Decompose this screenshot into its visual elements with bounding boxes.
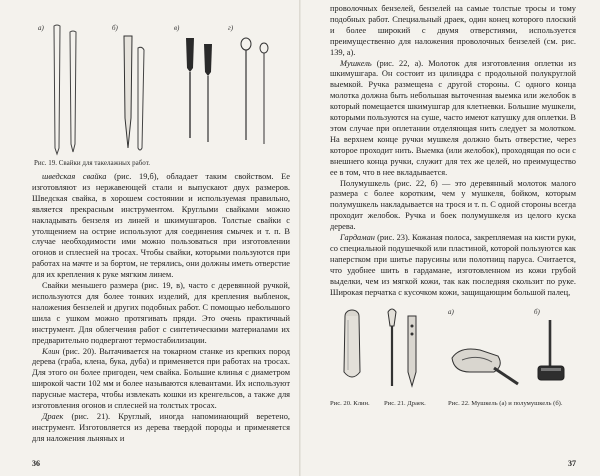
fig19-illustration — [32, 8, 282, 156]
left-paragraph-2-text: Свайки меньшего размера (рис. 19, в), часто с деревянной ручкой, используются для более тонких изделий, для крепления выбленок, наложения бензелей и других подобных работ. С помощью небольшого шила с ушком можно протягивать пряди. Это очень практичный инструмент. Для облегчения работ с синтетическими материалами их предварительно подвергают термостабилизации. — [32, 281, 290, 345]
mallet-b-illustration — [534, 308, 564, 380]
fig20-caption: Рис. 20. Клин. — [330, 400, 370, 408]
left-paragraph-4 — [32, 412, 290, 445]
left-paragraph-4-text: (рис. 21). Круглый, иногда напоминающий веретено, инструмент. Изготовляется из дерева твердой породы и применяется для наложения льняных и — [32, 411, 290, 443]
figures-20-22 — [330, 302, 576, 422]
fig22-label-a: а) — [448, 308, 454, 317]
fid-c-group — [186, 38, 212, 142]
right-page — [300, 0, 600, 476]
right-paragraph-3-text: Полумушкель (рис. 22, б) — это деревянный молоток малого размера с более коротким, чем у мушкеля, бойком, которым полумушкель накладывается на трося и т. п. С одной стороны всегда проходит желобок. Ручка и боек полумушкеля из целого куска дерева. — [330, 178, 576, 232]
fig19-caption: Рис. 19. Свайки для такелажных работ. — [34, 159, 150, 167]
eye-d2-icon — [260, 43, 268, 53]
swedish-fid — [124, 36, 132, 148]
fig21-caption: Рис. 21. Драек. — [384, 400, 426, 408]
right-paragraph-3 — [330, 179, 576, 234]
term-draek: Драек — [42, 411, 64, 421]
right-paragraph-2-text: (рис. 22, а). Молоток для изготовления оплетки из шкимушгара. Он состоит из цилиндра с продольной полукруглой выемкой. Ручка размещена с другой стороны. С одного конца молотка должна быть небольшая выточенная выемка или желобок в который помещается шкимушгар для клетневки. Большие мушкели, которыми пользуются на суше, часто имеют катушку для оплетки. В этом случае при оплетании отделяющая нить следует за молотком. На верхнем конце ручки мушкеля должно быть отверстие, через которое проходит нить. Выемка (или желобок), проходящая по оси с внешнего конца ручки, служит для тех же целей, но преимущество ее в том, что в нее вкладывается. — [330, 58, 576, 177]
fig19-label-c: в) — [174, 24, 180, 32]
figure-19 — [32, 8, 290, 158]
right-paragraph-4 — [330, 233, 576, 298]
term-mallet: Мушкель — [340, 58, 372, 68]
right-paragraph-4-text: (рис. 23). Кожаная полоса, закрепляемая на кисти руки, со специальной подушечкой или пластиной, которой пользуются как наперстком при шитье парусины или полотнищ паруса. Считается, что удобнее шить в гардамане, изготовленном из кожи грубой выделки, чем из мягкой кожи, так как последняя скользит по руке. Широкая перчатка с кусочком кожи, защищающим большой палец, — [330, 233, 576, 297]
term-palm: Гардаман — [340, 233, 375, 243]
left-paragraph-3 — [32, 347, 290, 412]
wedge-illustration — [344, 310, 360, 377]
fid-a2 — [70, 31, 76, 152]
fig19-label-a: а) — [38, 24, 44, 32]
eye-d1-icon — [241, 38, 251, 50]
left-paragraph-2 — [32, 281, 290, 346]
term-swedish-fid: шведская свайка — [42, 172, 107, 181]
handle-c1-icon — [186, 38, 194, 72]
left-paragraph-3-text: (рис. 20). Вытачивается на токарном станке из крепких пород дерева (граба, клена, бука, дуба) и применяется при работах на тросах. Для этого он более пригоден, чем свайка. Большие клинья с диаметром широкой части 102 мм и более называются клевантами. Их используют парусные мастера, чтобы извлекать кошки из кренгельсов, а также для изготовления огонов и сплесней на толстых тросах. — [32, 346, 290, 411]
draek-illustration — [388, 309, 416, 386]
mallet-a-illustration — [448, 308, 518, 384]
fid-d-group — [241, 38, 268, 144]
fig22-label-b: б) — [534, 308, 540, 317]
right-paragraph-1 — [330, 4, 576, 59]
right-paragraph-1-text: проволочных бензелей, бензелей на самые толстые тросы и тому подобных работ. Специальный драек, один конец которого плоский и более широкий с двумя отверстиями, используется преимущественно для наложения проволочных бензелей (см. рис. 139, а). — [330, 4, 576, 57]
left-paragraph-1 — [32, 172, 290, 281]
page-number-left: 36 — [32, 459, 40, 468]
fig22-caption: Рис. 22. Мушкель (а) и полумушкель (б). — [448, 400, 563, 408]
page-number-right: 37 — [568, 459, 576, 468]
fig19-label-b: б) — [112, 24, 118, 32]
right-paragraph-2 — [330, 59, 576, 179]
fid-b2 — [138, 47, 144, 150]
fig19-label-d: г) — [228, 24, 234, 32]
handle-c2-icon — [204, 44, 212, 76]
left-paragraph-1-text: (рис. 19,б), обладает таким свойством. Ее изготовляют из нержавеющей стали и выпускают двух размеров. Шведская свайка, в хорошем состоянии и используемая правильно, является прекрасным инструментом. Круглыми свайками можно накладывать бензеля из линей и шкимушгаров. Толстые свайки с утолщением на острие используют для соединения смычек и т. п. В случае необходимости ими можно пользоваться при изготовлении огонов и сплесней на тросах. Чтобы свайки, которыми пользуются при работах на мачте и за бортом, не терялись, они должны иметь отверстие для их крепления к руке мягким линем. — [32, 172, 290, 280]
term-wedge: Клин — [42, 346, 60, 356]
fig20-22-illustration — [330, 302, 576, 398]
fid-a1 — [54, 25, 60, 154]
